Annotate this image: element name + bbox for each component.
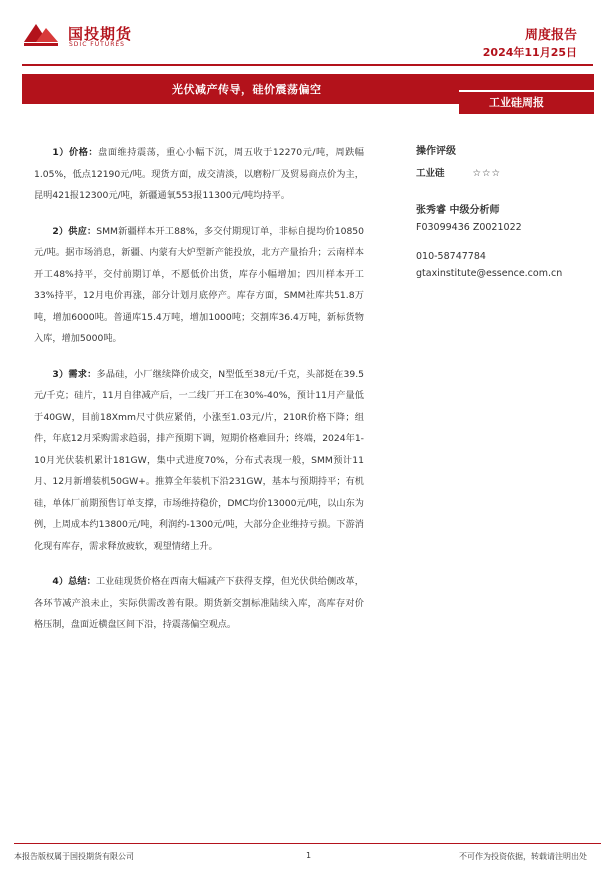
contact-phone: 010-58747784 bbox=[416, 251, 486, 262]
sidebar bbox=[416, 142, 606, 279]
paragraph-text: 盘面维持震荡，重心小幅下沉，周五收于12270元/吨，周跌幅1.05%，低点12190元/吨。现货方面，成交清淡，以磨粉厂及贸易商点价为主，昆明421报12300元/吨，新疆通氧553报11300元/吨均持平。 bbox=[34, 147, 364, 201]
logo-text-cn: 国投期货 bbox=[68, 25, 133, 43]
report-category-label: 工业硅周报 bbox=[489, 96, 544, 109]
rating-stars-icon: ☆☆☆ bbox=[472, 168, 502, 179]
footer-copyright: 本报告版权属于国投期货有限公司 bbox=[14, 852, 134, 861]
report-date: 2024年11月25日 bbox=[482, 46, 577, 59]
paragraph-supply bbox=[34, 221, 364, 350]
paragraph-summary bbox=[34, 571, 364, 636]
report-category-tab bbox=[459, 90, 594, 114]
paragraph-price bbox=[34, 142, 364, 207]
paragraph-demand bbox=[34, 364, 364, 558]
paragraph-lead: 3）需求： bbox=[52, 368, 97, 380]
header-divider bbox=[22, 64, 593, 66]
footer-disclaimer: 不可作为投资依据，转载请注明出处 bbox=[459, 852, 587, 861]
rating-row bbox=[416, 165, 606, 179]
analyst-name: 张秀睿 中级分析师 bbox=[416, 205, 500, 216]
report-type: 周度报告 bbox=[524, 28, 577, 43]
rating-item: 工业硅 bbox=[416, 168, 445, 179]
paragraph-text: SMM新疆样本开工88%，多交付期现订单，非标自提均价10850元/吨。据市场消息，新疆、内蒙有大炉型新产能投放，北方产量抬升；云南样本开工48%持平，交付前期订单，不愿低价出货，库存小幅增加；四川样本开工33%持平，12月电价再涨，部分计划月底停产。库存方面，SMM社库共51.8万吨，增加6000吨。普通库15.4万吨，增加1000吨；交割库36.4万吨，新标货物入库，增加5000吨。 bbox=[34, 225, 364, 344]
page-header bbox=[0, 0, 615, 70]
footer-divider bbox=[14, 843, 601, 844]
page-number: 1 bbox=[306, 851, 312, 860]
logo-text-en: SDIC FUTURES bbox=[69, 41, 125, 48]
company-logo bbox=[22, 20, 172, 50]
paragraph-lead: 1）价格： bbox=[52, 147, 99, 158]
contact-email[interactable]: gtaxinstitute@essence.com.cn bbox=[416, 268, 563, 279]
paragraph-text: 工业硅现货价格在西南大幅减产下获得支撑，但光伏供给侧改革，各环节减产浪未止，实际供需改善有限。期货新交割标准陆续入库，高库存对价格压制，盘面近横盘区间下沿，持震荡偏空观点。 bbox=[34, 576, 364, 630]
paragraph-text: 多晶硅，小厂继续降价成交，N型低至38元/千克，头部挺在39.5元/千克；硅片，11月自律减产后，一二线厂开工在30%-40%，预计11月产量低于40GW，目前18Xmm尺寸供应紧俏，小涨至1.03元/片，210R价格下降；组件，年底12月采购需求趋弱，排产预期下调，短期价格难回升；终端，2024年1-10月光伏装机累计181GW，集中式进度70%，分布式表现一般，SMM预计11月、12月新增装机50GW+。推算全年装机下沿231GW，基本与预期持平；有机硅，单体厂前期预售订单支撑，市场维持稳价，DMC均价13000元/吨，以山东为例，上周成本约13800元/吨，利润约-1300元/吨，大部分企业维持亏损。下游消化现有库存，需求释放疲软，观望情绪上升。 bbox=[34, 368, 364, 552]
paragraph-lead: 2）供应： bbox=[52, 225, 97, 237]
paragraph-lead: 4）总结： bbox=[52, 576, 96, 587]
title-banner bbox=[22, 74, 594, 109]
logo-mark-icon bbox=[22, 20, 62, 48]
report-body bbox=[34, 142, 364, 650]
report-title: 光伏减产传导，硅价震荡偏空 bbox=[172, 83, 322, 96]
analyst-license: F03099436 Z0021022 bbox=[416, 222, 522, 233]
rating-heading: 操作评级 bbox=[416, 146, 456, 157]
